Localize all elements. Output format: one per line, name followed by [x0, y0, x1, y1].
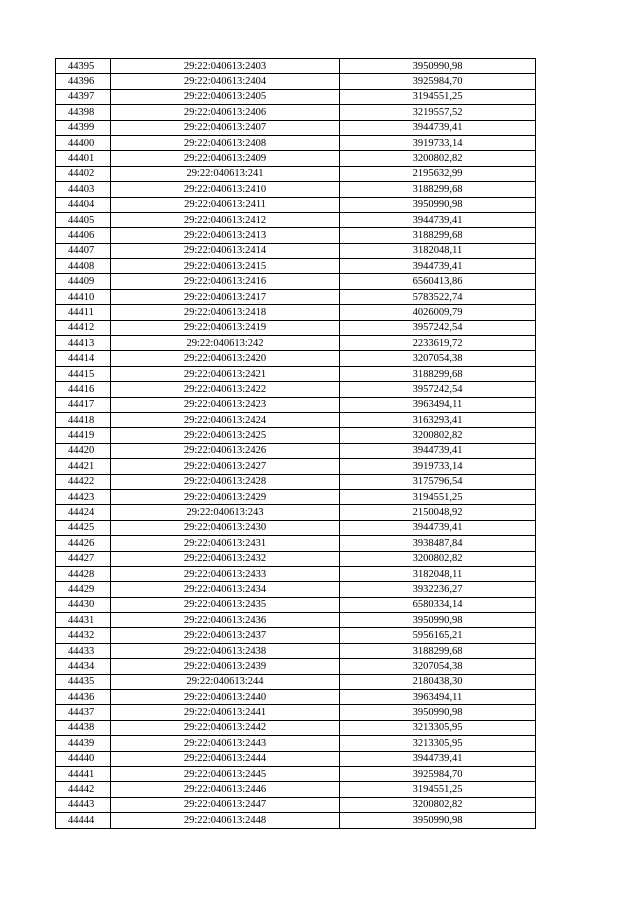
table-row	[56, 151, 536, 166]
cadastral-number-cell: 29:22:040613:2427	[111, 459, 340, 474]
row-number-cell: 44418	[56, 412, 111, 427]
cadastral-value-cell: 3200802,82	[340, 151, 536, 166]
table-row	[56, 489, 536, 504]
cadastral-number-cell: 29:22:040613:2441	[111, 705, 340, 720]
cadastral-number-cell: 29:22:040613:2403	[111, 59, 340, 74]
cadastral-value-cell: 3194551,25	[340, 89, 536, 104]
row-number-cell: 44417	[56, 397, 111, 412]
table-row	[56, 566, 536, 581]
cadastral-number-cell: 29:22:040613:2442	[111, 720, 340, 735]
table-row	[56, 197, 536, 212]
cadastral-number-cell: 29:22:040613:2406	[111, 105, 340, 120]
cadastral-value-cell: 3925984,70	[340, 74, 536, 89]
cadastral-number-cell: 29:22:040613:2436	[111, 613, 340, 628]
table-row	[56, 305, 536, 320]
cadastral-value-cell: 3182048,11	[340, 243, 536, 258]
row-number-cell: 44395	[56, 59, 111, 74]
cadastral-number-cell: 29:22:040613:2434	[111, 582, 340, 597]
table-row	[56, 797, 536, 812]
row-number-cell: 44401	[56, 151, 111, 166]
table-row	[56, 428, 536, 443]
table-row	[56, 259, 536, 274]
table-row	[56, 628, 536, 643]
row-number-cell: 44411	[56, 305, 111, 320]
cadastral-value-cell: 2180438,30	[340, 674, 536, 689]
cadastral-value-cell: 6560413,86	[340, 274, 536, 289]
cadastral-number-cell: 29:22:040613:2417	[111, 289, 340, 304]
row-number-cell: 44432	[56, 628, 111, 643]
row-number-cell: 44434	[56, 659, 111, 674]
table-row	[56, 520, 536, 535]
table-row	[56, 182, 536, 197]
table-row	[56, 597, 536, 612]
cadastral-value-cell: 3200802,82	[340, 797, 536, 812]
cadastral-value-cell: 4026009,79	[340, 305, 536, 320]
cadastral-number-cell: 29:22:040613:2428	[111, 474, 340, 489]
row-number-cell: 44397	[56, 89, 111, 104]
cadastral-number-cell: 29:22:040613:242	[111, 336, 340, 351]
table-row	[56, 782, 536, 797]
row-number-cell: 44398	[56, 105, 111, 120]
cadastral-number-cell: 29:22:040613:243	[111, 505, 340, 520]
cadastral-number-cell: 29:22:040613:2416	[111, 274, 340, 289]
cadastral-value-cell: 3944739,41	[340, 520, 536, 535]
table-row	[56, 751, 536, 766]
table-row	[56, 582, 536, 597]
table-row	[56, 166, 536, 181]
cadastral-value-cell: 3194551,25	[340, 782, 536, 797]
cadastral-value-cell: 5956165,21	[340, 628, 536, 643]
cadastral-value-cell: 2233619,72	[340, 336, 536, 351]
table-row	[56, 659, 536, 674]
table-row	[56, 536, 536, 551]
cadastral-number-cell: 29:22:040613:2429	[111, 489, 340, 504]
row-number-cell: 44420	[56, 443, 111, 458]
row-number-cell: 44425	[56, 520, 111, 535]
table-row	[56, 59, 536, 74]
row-number-cell: 44412	[56, 320, 111, 335]
cadastral-number-cell: 29:22:040613:2424	[111, 412, 340, 427]
cadastral-value-cell: 3950990,98	[340, 197, 536, 212]
cadastral-number-cell: 29:22:040613:2439	[111, 659, 340, 674]
row-number-cell: 44402	[56, 166, 111, 181]
table-row	[56, 212, 536, 227]
cadastral-number-cell: 29:22:040613:2444	[111, 751, 340, 766]
cadastral-value-cell: 3919733,14	[340, 459, 536, 474]
cadastral-value-cell: 3182048,11	[340, 566, 536, 581]
table-body	[56, 59, 536, 829]
cadastral-number-cell: 29:22:040613:2437	[111, 628, 340, 643]
table-row	[56, 382, 536, 397]
row-number-cell: 44399	[56, 120, 111, 135]
row-number-cell: 44429	[56, 582, 111, 597]
cadastral-number-cell: 29:22:040613:2411	[111, 197, 340, 212]
row-number-cell: 44436	[56, 690, 111, 705]
row-number-cell: 44435	[56, 674, 111, 689]
row-number-cell: 44419	[56, 428, 111, 443]
row-number-cell: 44430	[56, 597, 111, 612]
row-number-cell: 44406	[56, 228, 111, 243]
cadastral-number-cell: 29:22:040613:2433	[111, 566, 340, 581]
cadastral-value-cell: 3188299,68	[340, 182, 536, 197]
cadastral-value-cell: 3925984,70	[340, 766, 536, 781]
table-row	[56, 643, 536, 658]
cadastral-number-cell: 29:22:040613:2431	[111, 536, 340, 551]
table-row	[56, 736, 536, 751]
cadastral-value-cell: 2150048,92	[340, 505, 536, 520]
table-row	[56, 74, 536, 89]
cadastral-value-cell: 3194551,25	[340, 489, 536, 504]
table-row	[56, 505, 536, 520]
cadastral-value-cell: 3950990,98	[340, 813, 536, 828]
row-number-cell: 44437	[56, 705, 111, 720]
row-number-cell: 44413	[56, 336, 111, 351]
cadastral-number-cell: 29:22:040613:2443	[111, 736, 340, 751]
row-number-cell: 44415	[56, 366, 111, 381]
cadastral-value-cell: 6580334,14	[340, 597, 536, 612]
cadastral-value-cell: 3950990,98	[340, 613, 536, 628]
row-number-cell: 44410	[56, 289, 111, 304]
cadastral-value-table	[55, 58, 536, 829]
cadastral-value-cell: 3213305,95	[340, 720, 536, 735]
table-row	[56, 813, 536, 828]
cadastral-number-cell: 29:22:040613:2407	[111, 120, 340, 135]
table-row	[56, 351, 536, 366]
row-number-cell: 44426	[56, 536, 111, 551]
row-number-cell: 44428	[56, 566, 111, 581]
cadastral-value-cell: 3963494,11	[340, 690, 536, 705]
row-number-cell: 44414	[56, 351, 111, 366]
row-number-cell: 44421	[56, 459, 111, 474]
cadastral-value-cell: 3200802,82	[340, 428, 536, 443]
table-row	[56, 412, 536, 427]
cadastral-number-cell: 29:22:040613:2408	[111, 135, 340, 150]
cadastral-number-cell: 29:22:040613:244	[111, 674, 340, 689]
cadastral-number-cell: 29:22:040613:2435	[111, 597, 340, 612]
cadastral-number-cell: 29:22:040613:2422	[111, 382, 340, 397]
row-number-cell: 44423	[56, 489, 111, 504]
row-number-cell: 44400	[56, 135, 111, 150]
table-row	[56, 243, 536, 258]
cadastral-number-cell: 29:22:040613:2425	[111, 428, 340, 443]
cadastral-value-cell: 3944739,41	[340, 443, 536, 458]
cadastral-number-cell: 29:22:040613:241	[111, 166, 340, 181]
cadastral-value-cell: 3957242,54	[340, 320, 536, 335]
table-row	[56, 320, 536, 335]
cadastral-number-cell: 29:22:040613:2410	[111, 182, 340, 197]
row-number-cell: 44403	[56, 182, 111, 197]
table-row	[56, 89, 536, 104]
table-row	[56, 228, 536, 243]
table-row	[56, 274, 536, 289]
row-number-cell: 44438	[56, 720, 111, 735]
cadastral-value-cell: 5783522,74	[340, 289, 536, 304]
table-row	[56, 474, 536, 489]
cadastral-value-cell: 3175796,54	[340, 474, 536, 489]
cadastral-number-cell: 29:22:040613:2446	[111, 782, 340, 797]
row-number-cell: 44424	[56, 505, 111, 520]
cadastral-value-cell: 3200802,82	[340, 551, 536, 566]
cadastral-value-cell: 3957242,54	[340, 382, 536, 397]
cadastral-number-cell: 29:22:040613:2412	[111, 212, 340, 227]
row-number-cell: 44422	[56, 474, 111, 489]
cadastral-value-cell: 3219557,52	[340, 105, 536, 120]
table-row	[56, 613, 536, 628]
table-row	[56, 674, 536, 689]
cadastral-number-cell: 29:22:040613:2419	[111, 320, 340, 335]
cadastral-number-cell: 29:22:040613:2409	[111, 151, 340, 166]
row-number-cell: 44444	[56, 813, 111, 828]
cadastral-number-cell: 29:22:040613:2404	[111, 74, 340, 89]
table-row	[56, 289, 536, 304]
cadastral-number-cell: 29:22:040613:2438	[111, 643, 340, 658]
table-row	[56, 551, 536, 566]
cadastral-number-cell: 29:22:040613:2405	[111, 89, 340, 104]
cadastral-value-cell: 3213305,95	[340, 736, 536, 751]
cadastral-value-cell: 3188299,68	[340, 366, 536, 381]
row-number-cell: 44441	[56, 766, 111, 781]
cadastral-number-cell: 29:22:040613:2418	[111, 305, 340, 320]
row-number-cell: 44405	[56, 212, 111, 227]
cadastral-number-cell: 29:22:040613:2432	[111, 551, 340, 566]
cadastral-number-cell: 29:22:040613:2420	[111, 351, 340, 366]
cadastral-value-cell: 3188299,68	[340, 228, 536, 243]
table-row	[56, 766, 536, 781]
table-row	[56, 135, 536, 150]
cadastral-value-cell: 3944739,41	[340, 212, 536, 227]
row-number-cell: 44409	[56, 274, 111, 289]
cadastral-number-cell: 29:22:040613:2414	[111, 243, 340, 258]
row-number-cell: 44427	[56, 551, 111, 566]
cadastral-number-cell: 29:22:040613:2415	[111, 259, 340, 274]
cadastral-number-cell: 29:22:040613:2421	[111, 366, 340, 381]
cadastral-number-cell: 29:22:040613:2426	[111, 443, 340, 458]
table-row	[56, 397, 536, 412]
cadastral-value-cell: 3188299,68	[340, 643, 536, 658]
table-row	[56, 366, 536, 381]
cadastral-value-cell: 3207054,38	[340, 351, 536, 366]
cadastral-number-cell: 29:22:040613:2445	[111, 766, 340, 781]
cadastral-value-cell: 3932236,27	[340, 582, 536, 597]
row-number-cell: 44396	[56, 74, 111, 89]
cadastral-value-cell: 3950990,98	[340, 59, 536, 74]
cadastral-value-cell: 3207054,38	[340, 659, 536, 674]
cadastral-value-cell: 3938487,84	[340, 536, 536, 551]
cadastral-number-cell: 29:22:040613:2440	[111, 690, 340, 705]
row-number-cell: 44416	[56, 382, 111, 397]
row-number-cell: 44404	[56, 197, 111, 212]
row-number-cell: 44442	[56, 782, 111, 797]
row-number-cell: 44431	[56, 613, 111, 628]
cadastral-value-cell: 3919733,14	[340, 135, 536, 150]
table-row	[56, 120, 536, 135]
cadastral-value-cell: 3944739,41	[340, 259, 536, 274]
table-row	[56, 336, 536, 351]
cadastral-value-cell: 3963494,11	[340, 397, 536, 412]
cadastral-value-cell: 3944739,41	[340, 120, 536, 135]
cadastral-number-cell: 29:22:040613:2423	[111, 397, 340, 412]
table-row	[56, 443, 536, 458]
row-number-cell: 44433	[56, 643, 111, 658]
cadastral-value-cell: 3950990,98	[340, 705, 536, 720]
row-number-cell: 44407	[56, 243, 111, 258]
table-row	[56, 705, 536, 720]
table-row	[56, 690, 536, 705]
cadastral-value-cell: 3944739,41	[340, 751, 536, 766]
row-number-cell: 44439	[56, 736, 111, 751]
cadastral-number-cell: 29:22:040613:2448	[111, 813, 340, 828]
cadastral-value-cell: 2195632,99	[340, 166, 536, 181]
cadastral-number-cell: 29:22:040613:2413	[111, 228, 340, 243]
row-number-cell: 44443	[56, 797, 111, 812]
cadastral-number-cell: 29:22:040613:2430	[111, 520, 340, 535]
row-number-cell: 44440	[56, 751, 111, 766]
table-row	[56, 720, 536, 735]
table-row	[56, 459, 536, 474]
cadastral-number-cell: 29:22:040613:2447	[111, 797, 340, 812]
cadastral-value-cell: 3163293,41	[340, 412, 536, 427]
row-number-cell: 44408	[56, 259, 111, 274]
table-row	[56, 105, 536, 120]
